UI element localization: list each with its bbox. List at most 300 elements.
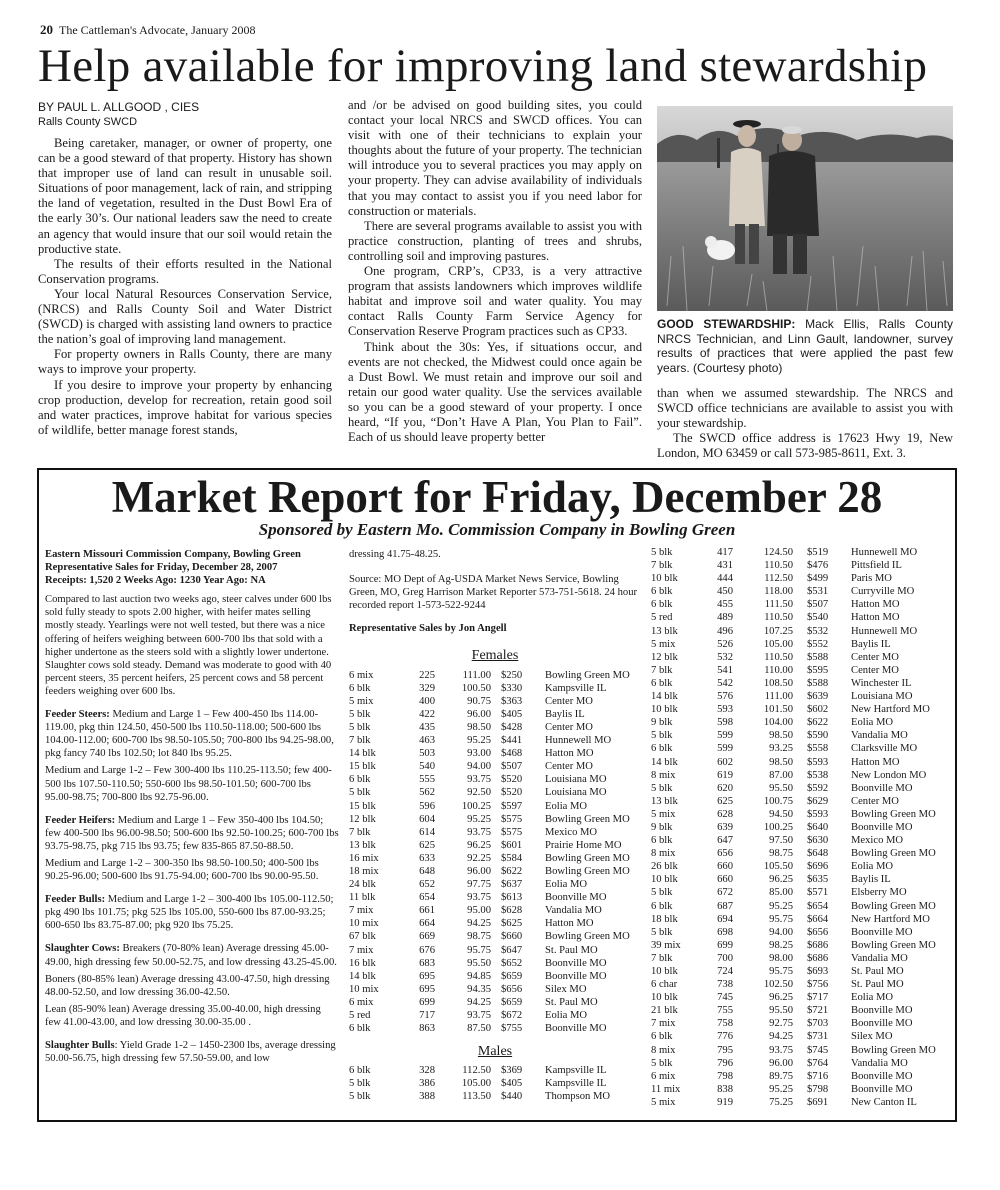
price-per-cwt-cell: 95.75 bbox=[769, 913, 793, 925]
buyer-location-cell: Bowling Green MO bbox=[545, 852, 630, 864]
buyer-location-cell: Bowling Green MO bbox=[851, 900, 936, 912]
head-count-cell: 10 blk bbox=[651, 874, 678, 886]
head-count-cell: 10 blk bbox=[651, 704, 678, 716]
price-per-cwt-cell: 108.50 bbox=[763, 677, 793, 689]
head-count-cell: 10 blk bbox=[651, 966, 678, 977]
price-per-cwt-cell: 105.50 bbox=[763, 861, 793, 873]
price-per-cwt-cell: 94.85 bbox=[467, 970, 491, 982]
sale-row bbox=[651, 808, 936, 821]
sale-row bbox=[651, 703, 936, 716]
buyer-location-cell: Baylis IL bbox=[851, 638, 891, 650]
market-report-text: Medium and Large 1-2 – Few 300-400 lbs 110.25-113.50; few 400-500 lbs 107.50-110.50; 550-600 lbs 98.50-101.50; 600-700 lbs 95.00-98.75; 700-800 lbs 92.75-96.00. bbox=[45, 765, 332, 803]
head-count-cell: 9 blk bbox=[651, 717, 673, 729]
avg-weight-cell: 503 bbox=[419, 748, 435, 760]
buyer-location-cell: Boonville MO bbox=[545, 1023, 607, 1035]
avg-weight-cell: 422 bbox=[419, 708, 435, 720]
sale-row bbox=[651, 1096, 936, 1109]
article-paragraph: Being caretaker, manager, or owner of property, one can be a good steward of that property. History has shown that improper use of land can result in unusable soil. Situations of poor management, lack of rain, and stripping the land of vegetation, resulted in the Dust Bowl Era of the early 30’s. Our national leaders saw the need to create an agency that would insure that our soil would retain the productive state. bbox=[38, 136, 332, 256]
price-per-cwt-cell: 100.25 bbox=[461, 800, 491, 812]
article-paragraph: and /or be advised on good building sites, you could contact your local NRCS and SWCD offices. You can visit with one of their technicians to explain your thoughts about the future of your property. The technician will introduce you to several practices you may apply on your property. They can advise availability of individuals that you may contact to assist you if you need labor for construction or materials. bbox=[348, 98, 642, 218]
price-per-cwt-cell: 104.00 bbox=[763, 717, 793, 729]
avg-weight-cell: 599 bbox=[717, 743, 733, 755]
sale-row bbox=[651, 1030, 936, 1043]
buyer-location-cell: New Hartford MO bbox=[851, 913, 930, 925]
price-per-cwt-cell: 95.25 bbox=[467, 813, 491, 825]
market-report-title: Market Report for Friday, December 28 bbox=[111, 472, 883, 522]
byline: BY PAUL L. ALLGOOD , CIES bbox=[38, 100, 200, 114]
males-heading: Males bbox=[477, 1044, 513, 1060]
price-per-head-cell: $654 bbox=[807, 900, 829, 912]
price-per-cwt-cell: 96.00 bbox=[467, 708, 491, 720]
column-1-body bbox=[38, 136, 332, 438]
price-per-cwt-cell: 102.50 bbox=[763, 979, 793, 991]
avg-weight-cell: 598 bbox=[717, 717, 733, 729]
avg-weight-cell: 625 bbox=[419, 839, 435, 851]
avg-weight-cell: 798 bbox=[717, 1070, 733, 1082]
article-column-3 bbox=[657, 386, 953, 461]
price-per-cwt-cell: 87.00 bbox=[769, 769, 793, 781]
head-count-cell: 5 mix bbox=[349, 695, 374, 707]
market-column-1 bbox=[45, 548, 339, 1069]
buyer-location-cell: Hatton MO bbox=[851, 756, 900, 768]
sale-row bbox=[651, 585, 936, 598]
buyer-location-cell: Center MO bbox=[851, 795, 899, 807]
head-count-cell: 10 mix bbox=[349, 983, 379, 995]
head-count-cell: 11 mix bbox=[651, 1083, 681, 1095]
avg-weight-cell: 695 bbox=[419, 970, 435, 982]
price-per-head-cell: $798 bbox=[807, 1083, 829, 1095]
price-per-head-cell: $593 bbox=[807, 808, 829, 820]
price-per-cwt-cell: 97.50 bbox=[769, 835, 793, 847]
sale-row bbox=[651, 1017, 936, 1030]
price-per-head-cell: $745 bbox=[807, 1044, 829, 1056]
sale-row bbox=[651, 834, 936, 847]
head-count-cell: 11 blk bbox=[349, 892, 376, 904]
avg-weight-cell: 654 bbox=[419, 892, 435, 904]
price-per-cwt-cell: 94.25 bbox=[467, 918, 491, 930]
price-per-head-cell: $575 bbox=[501, 826, 523, 838]
price-per-head-cell: $764 bbox=[807, 1057, 829, 1069]
sale-row bbox=[349, 773, 630, 786]
avg-weight-cell: 687 bbox=[717, 900, 733, 912]
avg-weight-cell: 656 bbox=[717, 848, 733, 860]
sale-row bbox=[349, 1009, 630, 1022]
avg-weight-cell: 463 bbox=[419, 735, 435, 747]
price-per-cwt-cell: 110.50 bbox=[764, 560, 793, 572]
head-count-cell: 5 mix bbox=[651, 638, 676, 650]
head-count-cell: 5 red bbox=[349, 1010, 371, 1021]
sale-row bbox=[349, 983, 630, 996]
price-per-head-cell: $538 bbox=[807, 769, 829, 781]
avg-weight-cell: 672 bbox=[717, 887, 733, 899]
price-per-cwt-cell: 94.00 bbox=[467, 761, 491, 773]
avg-weight-cell: 455 bbox=[717, 599, 733, 611]
head-count-cell: 5 blk bbox=[349, 708, 371, 720]
buyer-location-cell: Prairie Home MO bbox=[545, 839, 622, 851]
sale-row bbox=[651, 651, 936, 664]
sale-row bbox=[349, 760, 630, 773]
buyer-location-cell: Boonville MO bbox=[851, 782, 913, 794]
head-count-cell: 5 mix bbox=[651, 1096, 676, 1108]
price-per-cwt-cell: 100.25 bbox=[763, 821, 793, 833]
price-per-head-cell: $601 bbox=[501, 839, 523, 851]
caption-text: Mack Ellis, Ralls County NRCS Technician, and Linn Gault, landowner, survey results of practices that were applied the past few years. (Courtesy photo) bbox=[657, 317, 953, 375]
price-per-cwt-cell: 93.25 bbox=[769, 743, 793, 755]
sale-row bbox=[651, 611, 936, 624]
price-per-head-cell: $588 bbox=[807, 651, 829, 663]
price-per-cwt-cell: 96.25 bbox=[769, 992, 793, 1004]
market-intro: Compared to last auction two weeks ago, steer calves under 600 lbs sold fully steady to spots 2.00 higher, with heifer mates selling mostly steady. Yearlings were not well tested, but there was a nice offering of heifers weighing between 600-700 lbs that sold with a higher undertone as the steers sold with a slightly lower undertone. Slaughter cows sold steady. Demand was moderate to good with 40 percent steers, 35 percent heifers, 25 percent cows and 58 percent feeders weighing over 600 lbs. bbox=[45, 594, 332, 697]
sale-row bbox=[651, 939, 936, 952]
page-folio bbox=[40, 22, 255, 38]
price-per-cwt-cell: 87.50 bbox=[467, 1023, 491, 1035]
price-per-head-cell: $595 bbox=[807, 664, 829, 676]
sale-row bbox=[349, 1022, 630, 1035]
avg-weight-cell: 388 bbox=[419, 1091, 435, 1103]
avg-weight-cell: 435 bbox=[419, 721, 435, 733]
market-header-line: Eastern Missouri Commission Company, Bowling Green bbox=[45, 549, 301, 560]
sale-row bbox=[349, 800, 630, 813]
price-per-cwt-cell: 105.00 bbox=[763, 638, 793, 650]
sale-row bbox=[349, 839, 630, 852]
buyer-location-cell: Center MO bbox=[545, 695, 593, 707]
avg-weight-cell: 717 bbox=[419, 1010, 435, 1021]
price-per-cwt-cell: 93.75 bbox=[467, 826, 491, 838]
head-count-cell: 7 blk bbox=[651, 664, 673, 676]
price-per-head-cell: $532 bbox=[807, 625, 829, 637]
head-count-cell: 12 blk bbox=[349, 813, 376, 825]
head-count-cell: 5 blk bbox=[651, 782, 673, 794]
article-column-1 bbox=[38, 100, 332, 438]
sale-row bbox=[349, 695, 630, 708]
buyer-location-cell: Boonville MO bbox=[851, 1070, 913, 1082]
price-per-head-cell: $629 bbox=[807, 795, 829, 807]
buyer-location-cell: Eolia MO bbox=[851, 992, 894, 1004]
price-per-head-cell: $520 bbox=[501, 774, 523, 786]
buyer-location-cell: Bowling Green MO bbox=[545, 669, 630, 681]
head-count-cell: 14 blk bbox=[349, 970, 376, 982]
price-per-cwt-cell: 75.25 bbox=[769, 1096, 793, 1108]
head-count-cell: 5 blk bbox=[651, 730, 673, 742]
price-per-head-cell: $330 bbox=[501, 682, 523, 694]
price-per-cwt-cell: 110.50 bbox=[764, 612, 793, 624]
sale-row bbox=[349, 786, 630, 799]
buyer-location-cell: Center MO bbox=[545, 761, 593, 773]
price-per-cwt-cell: 112.50 bbox=[462, 1065, 491, 1077]
avg-weight-cell: 532 bbox=[717, 651, 733, 663]
buyer-location-cell: Thompson MO bbox=[545, 1091, 611, 1103]
price-per-cwt-cell: 96.25 bbox=[467, 839, 491, 851]
buyer-location-cell: New London MO bbox=[851, 769, 927, 781]
buyer-location-cell: Center MO bbox=[851, 664, 899, 676]
market-report-paragraph bbox=[45, 764, 339, 803]
head-count-cell: 8 mix bbox=[651, 848, 676, 860]
buyer-location-cell: Pittsfield IL bbox=[851, 560, 902, 572]
head-count-cell: 5 blk bbox=[349, 787, 371, 799]
avg-weight-cell: 776 bbox=[717, 1031, 733, 1043]
market-report-paragraph bbox=[45, 814, 339, 853]
head-count-cell: 6 blk bbox=[651, 743, 673, 755]
market-report-text: Boners (80-85% lean) Average dressing 43.00-47.50, high dressing 48.00-52.50, and low dressing 36.00-42.50. bbox=[45, 973, 330, 998]
head-count-cell: 6 mix bbox=[349, 996, 374, 1008]
price-per-head-cell: $721 bbox=[807, 1005, 829, 1017]
sale-row bbox=[651, 900, 936, 913]
sale-row bbox=[349, 904, 630, 917]
head-count-cell: 7 blk bbox=[651, 952, 673, 964]
avg-weight-cell: 661 bbox=[419, 905, 435, 917]
article-column-2 bbox=[348, 98, 642, 445]
price-per-cwt-cell: 96.00 bbox=[769, 1057, 793, 1069]
sale-row bbox=[651, 847, 936, 860]
article-paragraph: The results of their efforts resulted in the National Conservation programs. bbox=[38, 256, 332, 286]
price-per-cwt-cell: 98.50 bbox=[769, 756, 793, 768]
market-report-paragraph bbox=[45, 893, 339, 932]
head-count-cell: 6 blk bbox=[651, 1031, 673, 1043]
price-per-head-cell: $507 bbox=[501, 761, 523, 773]
price-per-head-cell: $639 bbox=[807, 691, 829, 703]
price-per-head-cell: $696 bbox=[807, 861, 829, 873]
price-per-head-cell: $756 bbox=[807, 979, 829, 991]
sale-row bbox=[651, 886, 936, 899]
market-report-label: Slaughter Bulls bbox=[45, 1040, 115, 1051]
avg-weight-cell: 614 bbox=[419, 826, 435, 838]
price-per-head-cell: $597 bbox=[501, 800, 523, 812]
buyer-location-cell: Winchester IL bbox=[851, 677, 912, 689]
sale-row bbox=[651, 1057, 936, 1070]
buyer-location-cell: Kampsville IL bbox=[545, 1078, 607, 1090]
price-per-head-cell: $672 bbox=[501, 1010, 523, 1021]
buyer-location-cell: Hatton MO bbox=[851, 612, 900, 624]
avg-weight-cell: 386 bbox=[419, 1078, 435, 1090]
avg-weight-cell: 620 bbox=[717, 782, 733, 794]
photo-caption bbox=[657, 317, 953, 375]
price-per-head-cell: $691 bbox=[807, 1096, 829, 1108]
market-report-paragraph bbox=[45, 708, 339, 760]
head-count-cell: 6 blk bbox=[349, 682, 371, 694]
price-per-head-cell: $558 bbox=[807, 743, 829, 755]
article-paragraph: There are several programs available to assist you with practice construction, planting of trees and shrubs, controlling soil and improving pastures. bbox=[348, 218, 642, 263]
column-2-body bbox=[348, 98, 642, 445]
avg-weight-cell: 660 bbox=[717, 874, 733, 886]
avg-weight-cell: 604 bbox=[419, 813, 435, 825]
head-count-cell: 5 blk bbox=[349, 1091, 371, 1103]
price-per-head-cell: $659 bbox=[501, 970, 523, 982]
avg-weight-cell: 639 bbox=[717, 821, 733, 833]
price-per-head-cell: $250 bbox=[501, 669, 523, 681]
buyer-location-cell: Eolia MO bbox=[851, 861, 894, 873]
market-report-text: Lean (85-90% lean) Average dressing 35.00-40.00, high dressing few 41.00-43.00, and low dressing 30.00-35.00 . bbox=[45, 1003, 321, 1028]
sale-row bbox=[651, 677, 936, 690]
sale-row bbox=[651, 991, 936, 1004]
avg-weight-cell: 745 bbox=[717, 992, 733, 1004]
price-per-cwt-cell: 98.50 bbox=[467, 721, 491, 733]
price-per-cwt-cell: 95.50 bbox=[467, 957, 491, 969]
avg-weight-cell: 698 bbox=[717, 926, 733, 938]
sale-row bbox=[349, 721, 630, 734]
price-per-head-cell: $703 bbox=[807, 1018, 829, 1030]
price-per-head-cell: $648 bbox=[807, 848, 829, 860]
sale-row bbox=[651, 978, 936, 991]
price-per-cwt-cell: 98.75 bbox=[769, 848, 793, 860]
head-count-cell: 24 blk bbox=[349, 879, 376, 891]
price-per-cwt-cell: 95.25 bbox=[467, 735, 491, 747]
price-per-head-cell: $731 bbox=[807, 1031, 829, 1043]
avg-weight-cell: 555 bbox=[419, 774, 435, 786]
caption-label: GOOD STEWARDSHIP: bbox=[657, 317, 796, 331]
price-per-cwt-cell: 95.25 bbox=[769, 900, 793, 912]
sale-row bbox=[651, 1083, 936, 1096]
publication-name: The Cattleman's Advocate, January 2008 bbox=[59, 23, 256, 37]
avg-weight-cell: 542 bbox=[717, 677, 733, 689]
avg-weight-cell: 496 bbox=[717, 625, 733, 637]
price-per-cwt-cell: 92.50 bbox=[467, 787, 491, 799]
market-header bbox=[45, 548, 339, 587]
buyer-location-cell: Bowling Green MO bbox=[851, 808, 936, 820]
sale-row bbox=[349, 852, 630, 865]
byline-organization: Ralls County SWCD bbox=[38, 116, 138, 128]
sale-row bbox=[651, 795, 936, 808]
buyer-location-cell: Louisiana MO bbox=[545, 774, 607, 786]
price-per-head-cell: $659 bbox=[501, 996, 523, 1008]
buyer-location-cell: Kampsville IL bbox=[545, 682, 607, 694]
head-count-cell: 18 blk bbox=[651, 913, 678, 925]
head-count-cell: 10 blk bbox=[651, 992, 678, 1004]
price-per-cwt-cell: 92.75 bbox=[769, 1018, 793, 1030]
head-count-cell: 10 mix bbox=[349, 918, 379, 930]
price-per-head-cell: $428 bbox=[501, 721, 523, 733]
price-per-head-cell: $622 bbox=[807, 717, 829, 729]
buyer-location-cell: Eolia MO bbox=[545, 800, 588, 812]
price-per-cwt-cell: 98.50 bbox=[769, 730, 793, 742]
price-per-head-cell: $635 bbox=[807, 874, 829, 886]
head-count-cell: 13 blk bbox=[651, 795, 678, 807]
sale-row bbox=[349, 826, 630, 839]
market-report-label: Feeder Bulls: bbox=[45, 894, 106, 906]
price-per-cwt-cell: 98.75 bbox=[467, 931, 491, 943]
price-per-cwt-cell: 95.75 bbox=[467, 944, 491, 956]
avg-weight-cell: 724 bbox=[717, 966, 733, 977]
sale-row bbox=[349, 930, 630, 943]
head-count-cell: 7 blk bbox=[349, 826, 371, 838]
sale-row bbox=[349, 970, 630, 983]
sale-row bbox=[651, 546, 936, 559]
head-count-cell: 13 blk bbox=[651, 625, 678, 637]
sale-row bbox=[651, 729, 936, 742]
market-report-paragraph bbox=[45, 1003, 339, 1029]
avg-weight-cell: 328 bbox=[419, 1065, 435, 1077]
price-per-cwt-cell: 100.75 bbox=[763, 795, 793, 807]
avg-weight-cell: 633 bbox=[419, 852, 435, 864]
article-paragraph: The SWCD office address is 17623 Hwy 19, New London, MO 63459 or call 573-985-8611, Ext. 3. bbox=[657, 431, 953, 461]
sale-row bbox=[349, 669, 630, 682]
head-count-cell: 5 blk bbox=[349, 1078, 371, 1090]
buyer-location-cell: Eolia MO bbox=[851, 717, 894, 729]
buyer-location-cell: Center MO bbox=[545, 721, 593, 733]
market-report-paragraph bbox=[45, 942, 339, 968]
buyer-location-cell: St. Paul MO bbox=[851, 966, 904, 977]
males-sales-table bbox=[349, 1064, 610, 1103]
price-per-cwt-cell: 95.75 bbox=[769, 966, 793, 977]
price-per-cwt-cell: 90.75 bbox=[467, 695, 491, 707]
price-per-head-cell: $405 bbox=[501, 708, 523, 720]
sale-row bbox=[651, 926, 936, 939]
price-per-cwt-cell: 111.00 bbox=[462, 669, 491, 681]
price-per-cwt-cell: 110.50 bbox=[764, 651, 793, 663]
price-per-cwt-cell: 94.50 bbox=[769, 808, 793, 820]
avg-weight-cell: 450 bbox=[717, 586, 733, 598]
avg-weight-cell: 526 bbox=[717, 638, 733, 650]
buyer-location-cell: Bowling Green MO bbox=[851, 939, 936, 951]
avg-weight-cell: 699 bbox=[717, 939, 733, 951]
head-count-cell: 16 blk bbox=[349, 957, 376, 969]
sale-row bbox=[349, 957, 630, 970]
sale-row bbox=[651, 913, 936, 926]
price-per-head-cell: $590 bbox=[807, 730, 829, 742]
head-count-cell: 18 mix bbox=[349, 865, 379, 877]
avg-weight-cell: 562 bbox=[419, 787, 435, 799]
avg-weight-cell: 838 bbox=[717, 1083, 733, 1095]
sale-row bbox=[651, 821, 936, 834]
price-per-cwt-cell: 96.25 bbox=[769, 874, 793, 886]
sale-row bbox=[651, 664, 936, 677]
head-count-cell: 7 blk bbox=[651, 560, 673, 572]
price-per-head-cell: $571 bbox=[807, 887, 829, 899]
market-report-paragraph bbox=[45, 1039, 339, 1065]
price-per-head-cell: $507 bbox=[807, 599, 829, 611]
buyer-location-cell: Boonville MO bbox=[851, 821, 913, 833]
price-per-cwt-cell: 97.75 bbox=[467, 879, 491, 891]
price-per-cwt-cell: 110.00 bbox=[764, 664, 793, 676]
sale-row bbox=[349, 708, 630, 721]
sale-row bbox=[349, 1090, 610, 1103]
price-per-cwt-cell: 111.50 bbox=[764, 599, 793, 611]
price-per-cwt-cell: 107.25 bbox=[763, 625, 793, 637]
market-report-text: Medium and Large 1 – Few 400-450 lbs 114.00-119.00, pkg thin 124.50, 450-500 lbs 110.50-118.00; 500-600 lbs 104.00-112.00; 600-700 lbs 98.50-105.50; 700-800 lbs 94.25-98.00, pkg fancy 740 lbs 102.50; lot 840 lbs 95.25. bbox=[45, 709, 334, 760]
avg-weight-cell: 699 bbox=[419, 996, 435, 1008]
head-count-cell: 6 blk bbox=[651, 599, 673, 611]
avg-weight-cell: 489 bbox=[717, 612, 733, 624]
avg-weight-cell: 648 bbox=[419, 865, 435, 877]
buyer-location-cell: Bowling Green MO bbox=[851, 1044, 936, 1056]
avg-weight-cell: 541 bbox=[717, 664, 733, 676]
avg-weight-cell: 329 bbox=[419, 682, 435, 694]
avg-weight-cell: 225 bbox=[419, 669, 435, 681]
avg-weight-cell: 758 bbox=[717, 1018, 733, 1030]
head-count-cell: 6 blk bbox=[349, 1023, 371, 1035]
price-per-head-cell: $602 bbox=[807, 704, 829, 716]
head-count-cell: 6 mix bbox=[651, 1070, 676, 1082]
head-count-cell: 15 blk bbox=[349, 761, 376, 773]
stewardship-photo bbox=[657, 106, 953, 311]
head-count-cell: 21 blk bbox=[651, 1005, 678, 1017]
buyer-location-cell: St. Paul MO bbox=[545, 996, 598, 1008]
buyer-location-cell: Hunnewell MO bbox=[851, 625, 918, 637]
price-per-head-cell: $652 bbox=[501, 957, 523, 969]
sale-row bbox=[349, 917, 630, 930]
avg-weight-cell: 625 bbox=[717, 795, 733, 807]
article-paragraph: For property owners in Ralls County, there are many ways to improve your property. bbox=[38, 347, 332, 377]
sale-row bbox=[651, 559, 936, 572]
head-count-cell: 5 blk bbox=[651, 926, 673, 938]
buyer-location-cell: Mexico MO bbox=[545, 826, 598, 838]
head-count-cell: 5 mix bbox=[651, 808, 676, 820]
price-per-head-cell: $592 bbox=[807, 782, 829, 794]
buyer-location-cell: Bowling Green MO bbox=[545, 931, 630, 943]
price-per-head-cell: $656 bbox=[807, 926, 829, 938]
buyer-location-cell: Clarksville MO bbox=[851, 743, 918, 755]
price-per-head-cell: $613 bbox=[501, 892, 523, 904]
head-count-cell: 16 mix bbox=[349, 852, 379, 864]
